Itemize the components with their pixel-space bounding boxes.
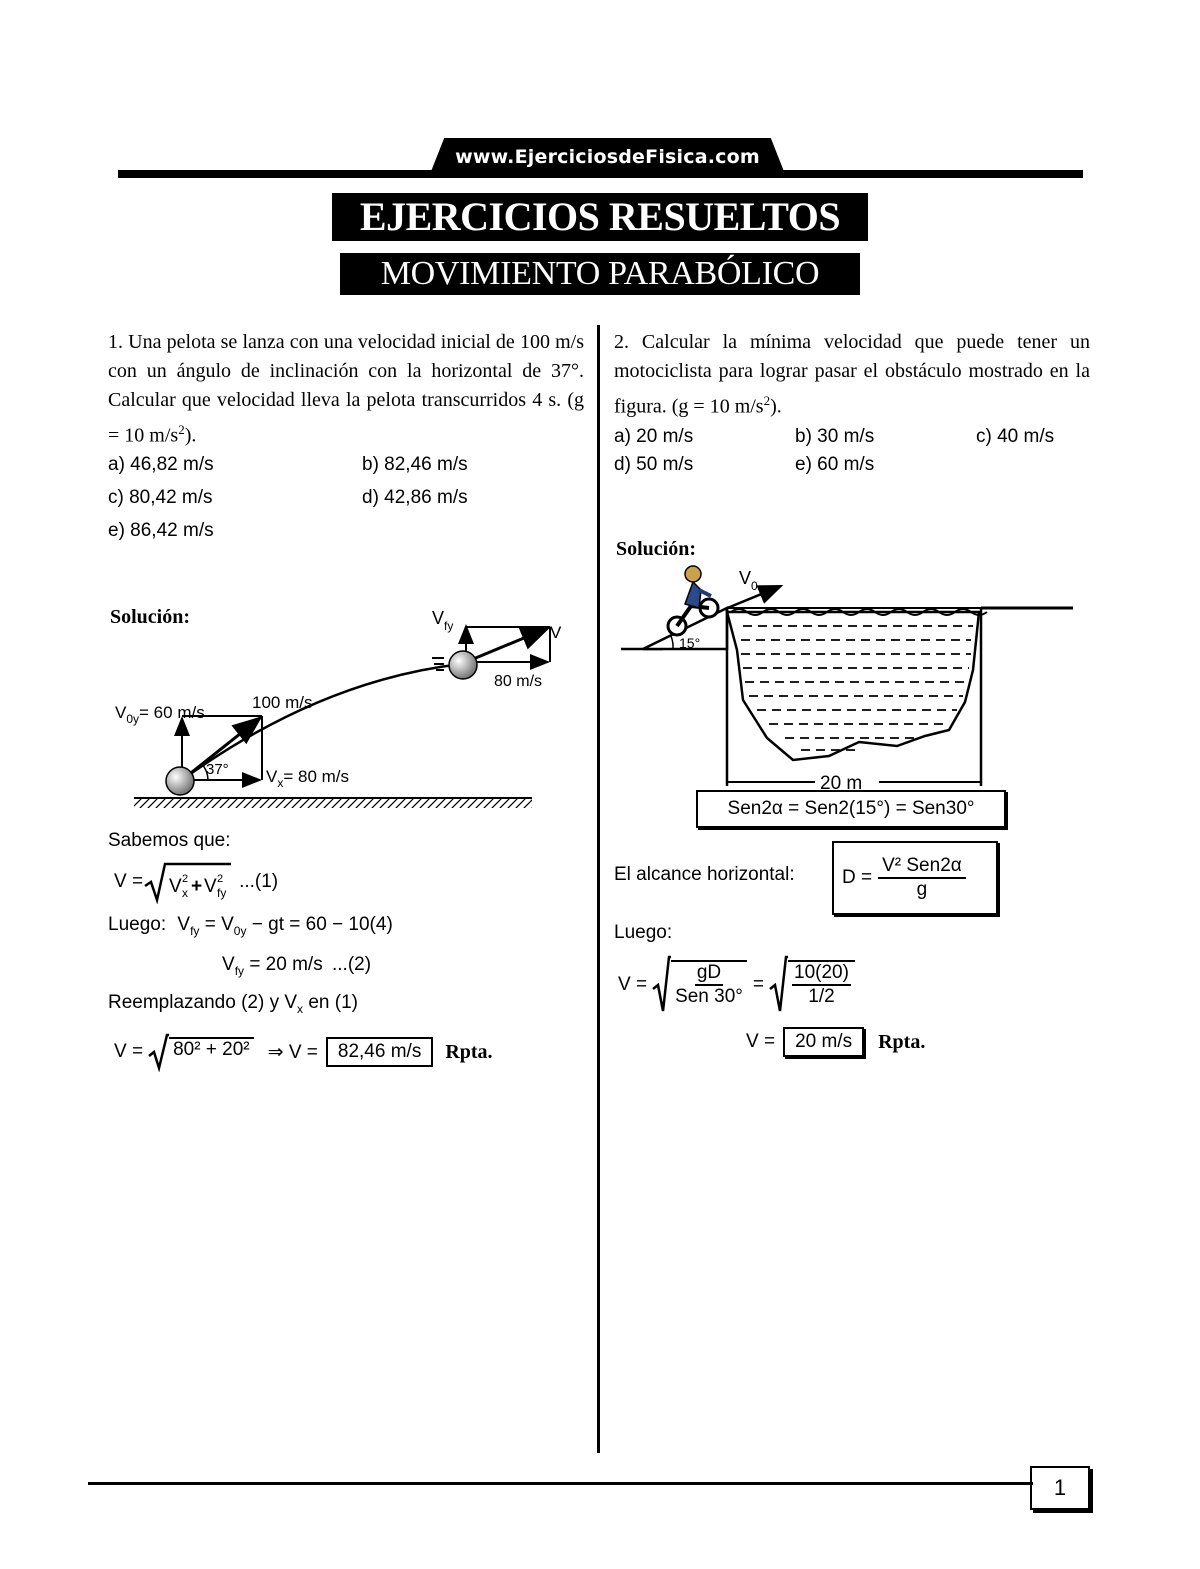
label-vx: $V_x= 80$ m/s (266, 767, 350, 790)
svg-text:x: x (182, 886, 189, 900)
problem1-text-end: ). (184, 424, 197, 447)
problem2-option-a: a) 20 m/s (614, 426, 694, 447)
svg-text:V: V (204, 876, 217, 897)
problem2-text: 2. Calcular la mínima velocidad que puede tener un motociclista para lograr pasar el obstáculo mostrado en la figura. (g = 10 m/s (614, 331, 1090, 418)
footer-rule (88, 1482, 1033, 1485)
problem2-option-b: b) 30 m/s (795, 426, 875, 447)
formula-fraction (878, 855, 966, 901)
alcance-label: El alcance horizontal: (614, 864, 795, 885)
frac1-denominator: Sen 30° (675, 986, 743, 1007)
svg-text:2: 2 (182, 873, 189, 885)
ground-hatch (134, 798, 532, 808)
svg-text:fy: fy (217, 886, 227, 900)
problem2-text-end: ). (770, 395, 782, 418)
final-left-2: V = (746, 1031, 776, 1052)
alcance-formula-box (832, 841, 998, 915)
problem2-option-e: e) 60 m/s (795, 454, 875, 475)
eq1-left: V = (114, 871, 144, 892)
problem1-option-c: c) 80,42 m/s (108, 487, 213, 508)
frac1-numerator: gD (695, 962, 723, 986)
page-title: EJERCICIOS RESUELTOS (332, 193, 868, 241)
reemplazando-end: en (1) (308, 992, 358, 1013)
label-vxf: 80 m/s (494, 673, 543, 690)
reemplazando-sub: x (297, 1001, 304, 1016)
final-equation-1 (114, 1030, 493, 1074)
equation-1 (114, 860, 278, 904)
reemplazando-text: Reemplazando (2) y V (108, 992, 298, 1013)
frac2-denominator: 1/2 (808, 986, 835, 1007)
label-angle-15: 15° (679, 635, 701, 651)
eq2-rest: − gt = 60 − 10(4) (251, 914, 393, 935)
eq-mid: = (752, 974, 764, 995)
identity-box: Sen2α = Sen2(15°) = Sen30° (696, 790, 1006, 828)
problem1-solution-label: Solución: (110, 606, 191, 628)
problem2-option-c: c) 40 m/s (976, 426, 1055, 447)
equation-3: $V_{fy} = 20$ m/s ...(2) (222, 954, 372, 978)
water-dashes (741, 626, 973, 750)
fraction-values (788, 960, 855, 1008)
step-luego-1: Luego: (108, 914, 167, 935)
problem2-statement (614, 328, 1090, 422)
formula-denominator: g (916, 879, 928, 900)
step-luego-2: Luego: (614, 922, 673, 943)
page-subtitle: MOVIMIENTO PARABÓLICO (340, 253, 860, 295)
label-v0-2: $V_0$ (739, 568, 758, 593)
page-number: 1 (1030, 1466, 1090, 1510)
label-v0y: $V_{0y}= 60$ m/s (115, 703, 205, 726)
fraction-gd (671, 960, 747, 1008)
problem2-option-d: d) 50 m/s (614, 454, 694, 475)
svg-text:+: + (191, 876, 203, 897)
step-sabemos: Sabemos que: (108, 830, 231, 851)
final-arrow: ⇒ V = (267, 1041, 318, 1063)
label-distance: 20 m (820, 773, 863, 794)
problem1-option-e: e) 86,42 m/s (108, 520, 214, 541)
eq2-part: = V (204, 914, 234, 935)
equation-2: Luego: $V_{fy} = V_{0y}$ − gt = 60 − 10(4) (108, 914, 393, 938)
equation-v (618, 954, 855, 1016)
final-equation-2 (746, 1027, 925, 1057)
final-left-1: V = (114, 1041, 144, 1062)
eq1-reference: ...(1) (239, 871, 279, 892)
svg-text:2: 2 (217, 873, 224, 885)
problem1-statement (108, 328, 584, 451)
answer-box-2: 20 m/s (783, 1027, 864, 1057)
label-v: V (550, 623, 562, 642)
label-v0: 100 m/s (252, 693, 313, 712)
website-url: www.EjerciciosdeFisica.com (455, 146, 760, 168)
label-angle: 37° (206, 761, 229, 778)
label-vfy: $V_{fy}$ (432, 608, 454, 633)
step-reemplazando (108, 992, 358, 1016)
eq2-sub: 0y (233, 923, 247, 938)
ball-initial (166, 767, 194, 795)
frac2-numerator: 10(20) (792, 962, 851, 986)
problem2-solution-label: Solución: (616, 538, 697, 560)
v-final-arrow (466, 628, 548, 662)
formula-left: D = (842, 867, 873, 888)
eq3-reference: ...(2) (332, 954, 372, 975)
problem1-text: 1. Una pelota se lanza con una velocidad inicial de 100 m/s con un ángulo de inclinación con la horizontal de 37°. Calcular que velocidad lleva la pelota transcurridos 4 s. (g = 10 m/s (108, 331, 584, 447)
formula-numerator: V² Sen2α (878, 855, 966, 879)
problem1-exponent: 2 (178, 422, 185, 437)
problem1-option-d: d) 42,86 m/s (362, 487, 468, 508)
problem1-option-b: b) 82,46 m/s (362, 454, 468, 475)
eq3-value: = 20 m/s (249, 954, 323, 975)
final-radicand: 80² + 20² (169, 1037, 254, 1061)
eq1-radical (143, 860, 233, 904)
eq-v-left: V = (618, 974, 648, 995)
svg-text:V: V (169, 876, 182, 897)
final-radical (147, 1032, 254, 1072)
problem1-option-a: a) 46,82 m/s (108, 454, 214, 475)
ball-final (449, 651, 477, 679)
rpta-1: Rpta. (445, 1040, 493, 1063)
problem2-exponent: 2 (763, 393, 771, 408)
answer-box-1: 82,46 m/s (326, 1037, 433, 1067)
problem1-diagram (100, 600, 580, 825)
column-divider (597, 325, 600, 1453)
rpta-2: Rpta. (878, 1030, 926, 1053)
